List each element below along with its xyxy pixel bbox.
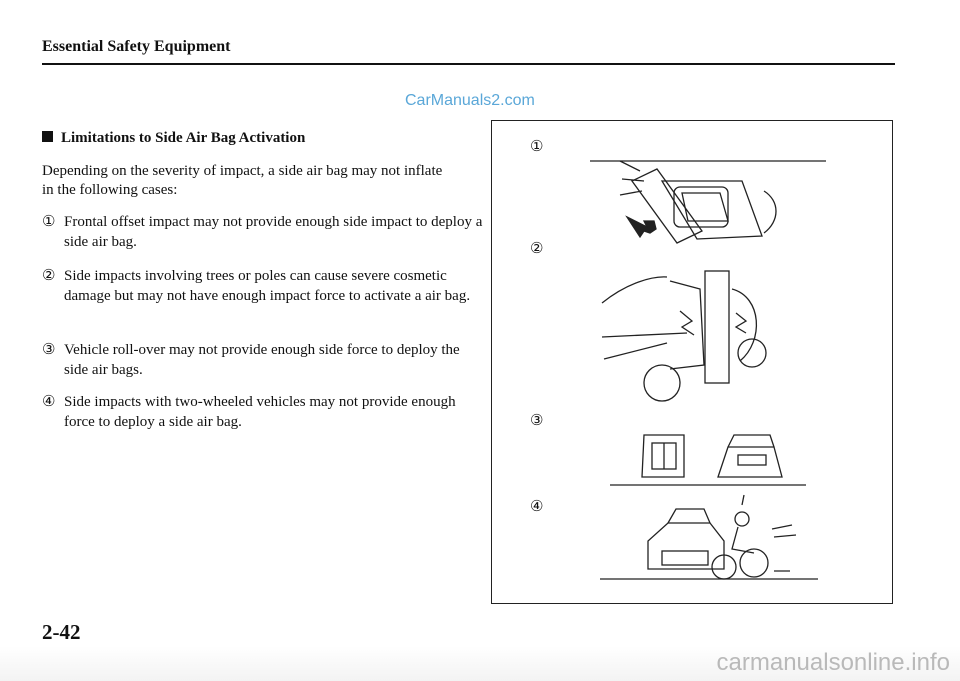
item-number: ② — [42, 268, 56, 284]
item-number: ③ — [42, 342, 56, 358]
item-text: Side impacts with two-wheeled vehicles may not provide enough force to deploy a side air bag. — [64, 394, 456, 430]
item-text: Side impacts involving trees or poles can cause severe cosmetic damage but may not have enough impact force to activate a air bag. — [64, 268, 471, 304]
item-text: Frontal offset impact may not provide enough side impact to deploy a side air bag. — [64, 214, 483, 250]
page-number: 2-42 — [42, 620, 81, 644]
pole-impact-car-illustration — [602, 271, 766, 401]
watermark-bottom[interactable]: carmanualsonline.info — [716, 649, 950, 676]
watermark-top[interactable]: CarManuals2.com — [405, 92, 535, 109]
list-item — [42, 392, 484, 432]
frontal-offset-car-illustration — [590, 161, 826, 243]
section-title-text: Limitations to Side Air Bag Activation — [61, 130, 306, 146]
side-impact-illustrations — [492, 121, 892, 603]
figure-label-3: ③ — [530, 411, 544, 429]
list-item — [42, 212, 484, 252]
intro-paragraph: Depending on the severity of impact, a side air bag may not inflate in the following cases: — [42, 163, 443, 198]
list-item — [42, 266, 484, 306]
figure-label-4: ④ — [530, 497, 544, 515]
section-title — [42, 130, 305, 147]
impact-arrow-icon — [627, 217, 656, 237]
motorcycle-impact-illustration — [600, 495, 818, 579]
square-bullet-icon — [42, 131, 53, 142]
item-number: ① — [42, 214, 56, 230]
item-text: Vehicle roll-over may not provide enough side force to deploy the side air bags. — [64, 342, 460, 378]
header-rule — [42, 63, 895, 65]
item-number: ④ — [42, 394, 56, 410]
rollover-car-illustration — [610, 435, 806, 485]
page-header-title: Essential Safety Equipment — [42, 38, 231, 55]
illustration-box — [491, 120, 893, 604]
figure-label-1: ① — [530, 137, 544, 155]
figure-label-2: ② — [530, 239, 544, 257]
list-item — [42, 340, 484, 380]
